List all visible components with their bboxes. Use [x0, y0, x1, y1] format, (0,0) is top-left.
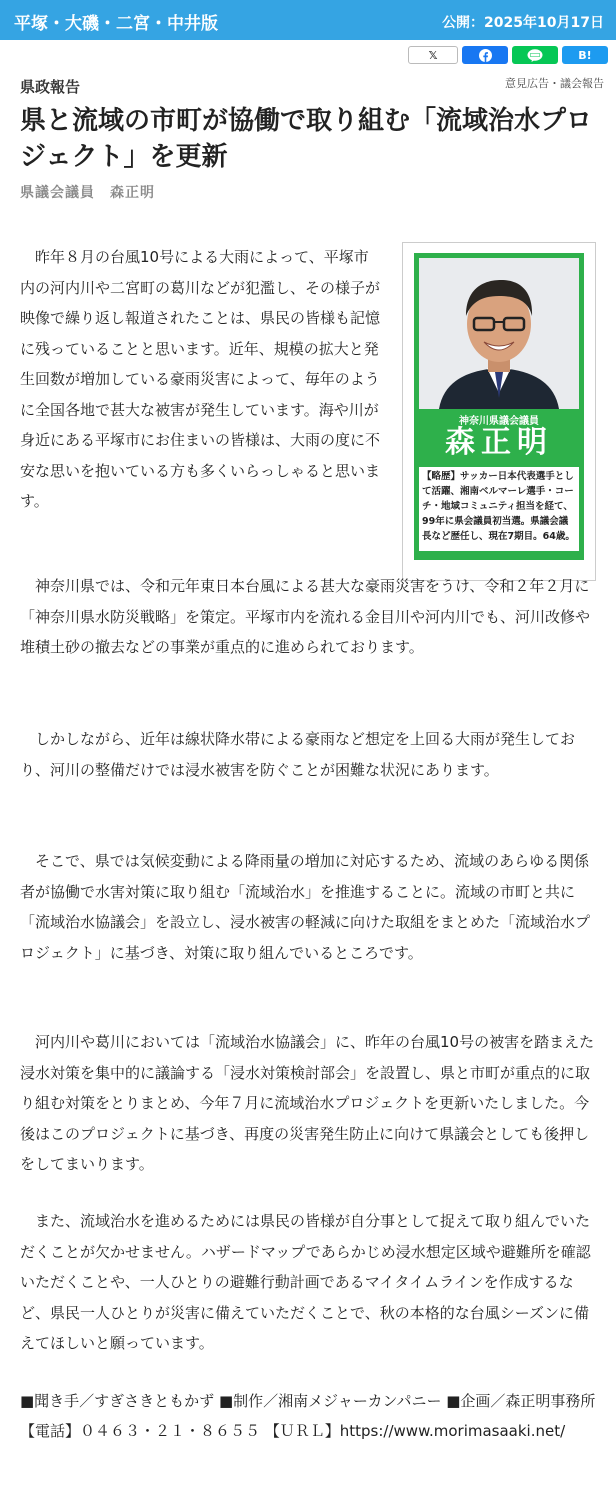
portrait-photo [419, 258, 579, 409]
profile-card-frame [414, 253, 584, 560]
edition-header-bar [0, 0, 616, 40]
line-icon [527, 49, 543, 62]
article-paragraph: そこで、県では気候変動による降雨量の増加に対応するため、流域のあらゆる関係者が協働で水害対策に取り組む「流域治水」を推進することに。流域の市町と共に「流域治水協議会」を設立し、浸水被害の軽減に向けた取組をまとめた「流域治水プロジェクト」に基づき、対策に取り組んでいるところです。 [20, 852, 591, 962]
article-paragraph: また、流域治水を進めるためには県民の皆様が自分事として捉えて取り組んでいただくことが欠かせません。ハザードマップであらかじめ浸水想定区域や避難所を確認いただくことや、一人ひとりの避難行動計画であるマイタイムラインを作成するなど、県民一人ひとりが災害に備えていただくことで、秋の本格的な台風シーズンに備えてほしいと願っています。 [20, 1212, 591, 1352]
profile-bio: 【略歴】サッカー日本代表選手として活躍、湘南ベルマーレ選手・コーチ・地域コミュニティ担当を経て、99年に県会議員初当選。県議会議長など歴任し、現在7期目。64歳。 [419, 467, 579, 551]
x-icon: 𝕏 [428, 48, 438, 62]
share-facebook-button[interactable] [462, 46, 508, 64]
ad-notice: 意見広告・議会報告 [505, 77, 604, 90]
article-paragraph: 神奈川県では、令和元年東日本台風による甚大な豪雨災害をうけ、令和２年２月に「神奈川県水防災戦略」を策定。平塚市内を流れる金目川や河内川でも、河川改修や堆積土砂の撤去などの事業が重点的に進められております。 [20, 577, 591, 656]
share-hatena-button[interactable] [562, 46, 608, 64]
hatena-bookmark-icon: B! [578, 48, 592, 62]
publish-date: 公開：2025年10月17日 [442, 15, 604, 31]
portrait-image [419, 258, 579, 409]
facebook-icon [479, 49, 492, 62]
profile-name: 森正明 [445, 425, 553, 460]
article-category: 県政報告 [20, 78, 81, 96]
article-byline: 県議会議員 森正明 [20, 185, 155, 201]
article-paragraph: 昨年８月の台風10号による大雨によって、平塚市内の河内川や二宮町の葛川などが犯濫し、その様子が映像で繰り返し報道されたことは、県民の皆様も記憶に残っていることと思います。近年、規模の拡大と発生回数が増加している豪雨災害によって、毎年のように全国各地で甚大な被害が発生しています。海や川が身近にある平塚市にお住まいの皆様は、大雨の度に不安な思いを抱いている方も多くいらっしゃると思います。 [20, 248, 381, 510]
share-line-button[interactable] [512, 46, 558, 64]
profile-title: 神奈川県議会議員 [459, 416, 539, 427]
share-x-button[interactable] [408, 46, 458, 64]
article-headline: 県と流域の市町が協働で取り組む「流域治水プロジェクト」を更新 [20, 106, 593, 172]
article-paragraph: しかしながら、近年は線状降水帯による豪雨など想定を上回る大雨が発生しており、河川の整備だけでは浸水被害を防ぐことが困難な状況にあります。 [20, 730, 576, 779]
article-credits: ■聞き手／すぎさきともかず ■制作／湘南メジャーカンパニー ■企画／森正明事務所【電話】０４６３・２１・８６５５ 【ＵＲＬ】https://www.morimasaaki.net/ [20, 1392, 596, 1440]
profile-card [402, 242, 596, 581]
article-paragraph: 河内川や葛川においては「流域治水協議会」に、昨年の台風10号の被害を踏まえた浸水対策を集中的に議論する「浸水対策検討部会」を設置し、県と市町が重点的に取り組む対策をとりまとめ、今年７月に流域治水プロジェクトを更新いたしました。今後はこのプロジェクトに基づき、再度の災害発生防止に向けて県議会としても後押しをしてまいります。 [20, 1033, 595, 1173]
edition-title[interactable]: 平塚・大磯・二宮・中井版 [14, 14, 218, 34]
